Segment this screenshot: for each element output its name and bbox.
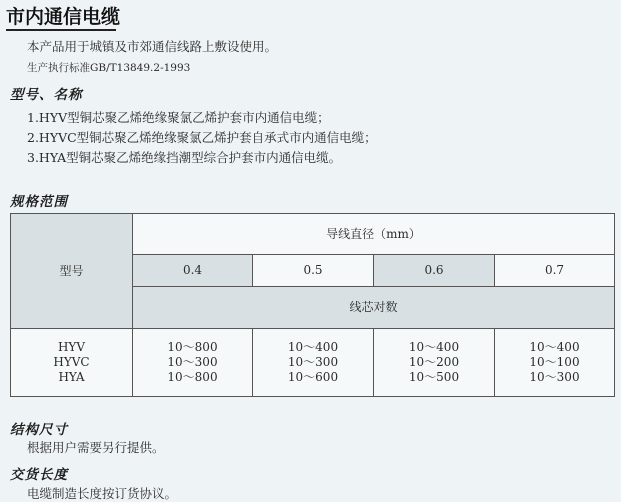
standard-text: 生产执行标准GB/T13849.2-1993 bbox=[27, 62, 191, 74]
model-header-cell bbox=[11, 214, 133, 329]
pairs-cell: 10～800 10～300 10～800 bbox=[133, 329, 253, 397]
structure-text: 根据用户需要另行提供。 bbox=[27, 440, 165, 455]
pairs-header: 线芯对数 bbox=[349, 300, 398, 314]
type-list-cell bbox=[11, 329, 133, 397]
pairs-cell: 10～400 10～100 10～300 bbox=[495, 329, 615, 397]
diameter-cell: 0.7 bbox=[495, 255, 615, 287]
pairs-header-cell bbox=[133, 287, 615, 329]
type-hya: HYA bbox=[58, 370, 85, 384]
diameter-header: 导线直径（mm） bbox=[326, 226, 421, 241]
diameter-cell: 0.6 bbox=[374, 255, 495, 287]
intro-text: 本产品用于城镇及市郊通信线路上敷设使用。 bbox=[27, 39, 278, 54]
spec-table bbox=[10, 213, 615, 397]
type-hyvc: HYVC bbox=[53, 355, 90, 369]
diameter-cell: 0.4 bbox=[133, 255, 253, 287]
diameter-cell: 0.5 bbox=[253, 255, 374, 287]
model-item-hyvc: 2.HYVC型铜芯聚乙烯绝缘聚氯乙烯护套自承式市内通信电缆； bbox=[27, 130, 377, 145]
model-header: 型号 bbox=[59, 263, 84, 278]
structure-heading: 结构尺寸 bbox=[10, 422, 68, 438]
pairs-cell: 10～400 10～200 10～500 bbox=[374, 329, 495, 397]
delivery-heading: 交货长度 bbox=[10, 467, 68, 483]
page-title: 市内通信电缆 bbox=[6, 6, 121, 28]
diameter-header-cell bbox=[133, 214, 615, 255]
title-underline bbox=[6, 29, 116, 31]
delivery-text: 电缆制造长度按订货协议。 bbox=[27, 486, 178, 501]
type-hyv: HYV bbox=[57, 340, 86, 354]
pairs-cell: 10～400 10～300 10～600 bbox=[253, 329, 374, 397]
model-item-hya: 3.HYA型铜芯聚乙烯绝缘挡潮型综合护套市内通信电缆。 bbox=[27, 150, 342, 165]
spec-heading: 规格范围 bbox=[10, 194, 68, 210]
models-heading: 型号、名称 bbox=[10, 87, 83, 103]
model-item-hyv: 1.HYV型铜芯聚乙烯绝缘聚氯乙烯护套市内通信电缆； bbox=[27, 110, 330, 125]
